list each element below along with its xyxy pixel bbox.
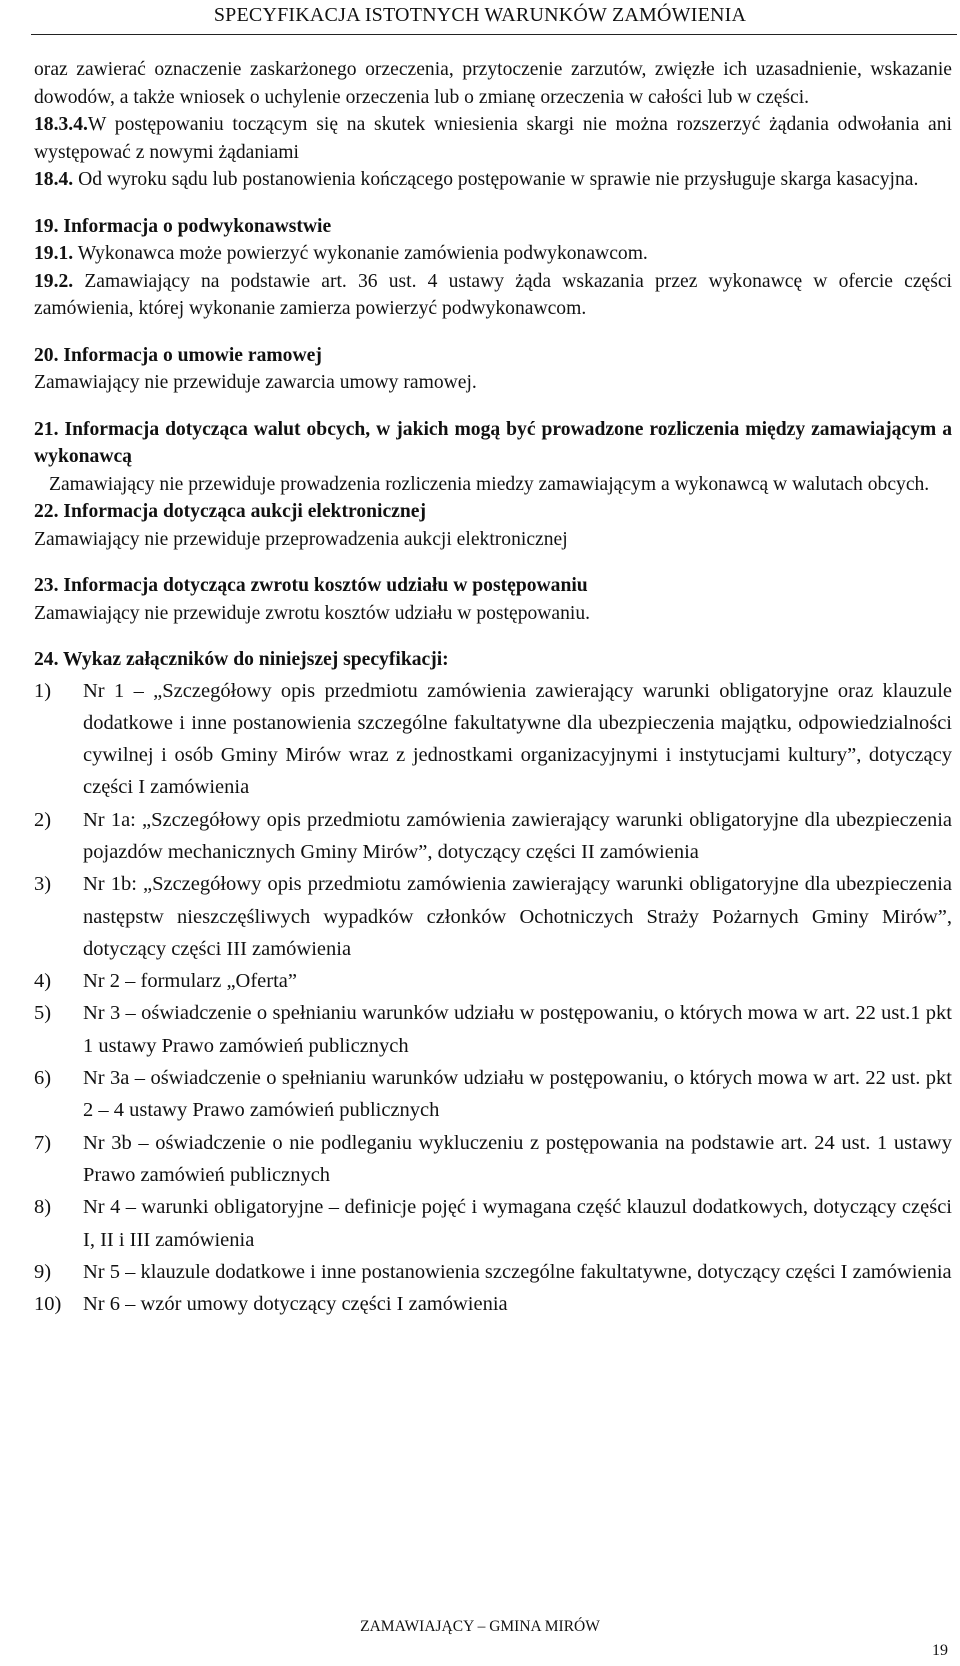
section-text: Zamawiający na podstawie art. 36 ust. 4 ustawy żąda wskazania przez wykonawcę w ofercie części zamówienia, której wykonanie zamierza powierzyć podwykonawcom. — [34, 270, 952, 319]
section-number: 19.2. — [34, 270, 74, 292]
attachment-item — [34, 1127, 952, 1192]
attachment-number: 6) — [34, 1067, 52, 1090]
attachment-item — [34, 1288, 952, 1320]
section-19-1 — [34, 240, 952, 268]
attachment-item — [34, 675, 952, 804]
attachment-text: Nr 6 – wzór umowy dotyczący części I zamówienia — [83, 1293, 508, 1316]
attachment-text: Nr 1a: „Szczegółowy opis przedmiotu zamówienia zawierający warunki obligatoryjne dla ubezpieczenia pojazdów mechanicznych Gminy Mirów”, dotyczący części II zamówienia — [83, 808, 952, 863]
section-text: Od wyroku sądu lub postanowienia kończącego postępowanie w sprawie nie przysługuje skarga kasacyjna. — [78, 169, 919, 190]
attachment-number: 9) — [34, 1260, 52, 1283]
attachment-list — [34, 675, 952, 1321]
attachment-text: Nr 1b: „Szczegółowy opis przedmiotu zamówienia zawierający warunki obligatoryjne dla ubezpieczenia następstw nieszczęśliwych wypadków członków Ochotniczych Straży Pożarnych Gminy Mirów”, dotyczący części III zamówienia — [83, 873, 952, 960]
section-text: W postępowaniu toczącym się na skutek wniesienia skargi nie można rozszerzyć żądania odwołania ani występować z nowymi żądaniami — [34, 114, 952, 163]
attachment-text: Nr 3b – oświadczenie o nie podleganiu wykluczeniu z postępowania na podstawie art. 24 ust. 1 ustawy Prawo zamówień publicznych — [83, 1131, 952, 1186]
section-21-text: Zamawiający nie przewiduje prowadzenia rozliczenia miedzy zamawiającym a wykonawcą w walutach obcych. — [49, 473, 930, 495]
attachment-item — [34, 1191, 952, 1256]
section-22-text: Zamawiający nie przewiduje przeprowadzenia aukcji elektronicznej — [34, 528, 568, 550]
attachment-item — [34, 1256, 952, 1288]
attachment-text: Nr 1 – „Szczegółowy opis przedmiotu zamówienia zawierający warunki obligatoryjne oraz klauzule dodatkowe i inne postanowienia szczególne fakultatywne dla ubezpieczenia majątku, odpowiedzialności cywilnej i osób Gminy Mirów wraz z jednostkami organizacyjnymi i instytucjami kultury”, dotyczący części I zamówienia — [83, 679, 952, 799]
section-22-heading: 22. Informacja dotycząca aukcji elektronicznej — [34, 501, 426, 522]
section-text: Wykonawca może powierzyć wykonanie zamówienia podwykonawcom. — [73, 243, 648, 264]
attachment-number: 2) — [34, 808, 52, 831]
attachment-number: 8) — [34, 1196, 52, 1219]
section-19-heading: 19. Informacja o podwykonawstwie — [34, 215, 332, 237]
attachment-item — [34, 965, 952, 997]
section-24-heading: 24. Wykaz załączników do niniejszej specyfikacji: — [34, 649, 449, 670]
section-number: 19.1. — [34, 243, 74, 264]
attachment-text: Nr 2 – formularz „Oferta” — [83, 970, 297, 993]
header-divider — [31, 34, 957, 35]
section-number: 18.4. — [34, 169, 74, 190]
attachment-number: 7) — [34, 1131, 52, 1154]
section-number: 18.3.4. — [34, 114, 88, 135]
section-18-4 — [34, 166, 952, 194]
section-18-3-4 — [34, 111, 952, 166]
attachment-item — [34, 997, 952, 1062]
section-19-2 — [34, 268, 952, 323]
section-20-text: Zamawiający nie przewiduje zawarcia umowy ramowej. — [34, 372, 477, 393]
page-number: 19 — [932, 1642, 948, 1659]
attachment-item — [34, 868, 952, 965]
attachment-number: 4) — [34, 970, 52, 993]
attachment-number: 3) — [34, 873, 52, 896]
attachment-text: Nr 5 – klauzule dodatkowe i inne postanowienia szczególne fakultatywne, dotyczący części I zamówienia — [83, 1260, 952, 1283]
section-23-heading: 23. Informacja dotycząca zwrotu kosztów udziału w postępowaniu — [34, 575, 588, 596]
page-footer: ZAMAWIAJĄCY – GMINA MIRÓW — [360, 1618, 600, 1635]
attachment-text: Nr 4 – warunki obligatoryjne – definicje pojęć i wymagana część klauzul dodatkowych, dotyczący części I, II i III zamówienia — [83, 1196, 952, 1251]
attachment-text: Nr 3a – oświadczenie o spełnianiu warunków udziału w postępowaniu, o których mowa w art. 22 ust. pkt 2 – 4 ustawy Prawo zamówień publicznych — [83, 1067, 952, 1122]
attachment-item — [34, 804, 952, 869]
attachment-number: 5) — [34, 1002, 52, 1025]
section-21-heading: 21. Informacja dotycząca walut obcych, w jakich mogą być prowadzone rozliczenia między zamawiającym a wykonawcą — [34, 418, 952, 467]
attachment-number: 1) — [34, 679, 52, 702]
section-20-heading: 20. Informacja o umowie ramowej — [34, 344, 322, 366]
section-23-text: Zamawiający nie przewiduje zwrotu kosztów udziału w postępowaniu. — [34, 602, 591, 624]
document-body — [34, 56, 952, 1320]
intro-paragraph: oraz zawierać oznaczenie zaskarżonego orzeczenia, przytoczenie zarzutów, zwięzłe ich uzasadnienie, wskazanie dowodów, a także wniosek o uchylenie orzeczenia lub o zmianę orzeczenia w całości lub w części. — [34, 59, 952, 108]
attachment-number: 10) — [34, 1293, 62, 1316]
attachment-text: Nr 3 – oświadczenie o spełnianiu warunków udziału w postępowaniu, o których mowa w art. 22 ust.1 pkt 1 ustawy Prawo zamówień publicznych — [83, 1002, 952, 1057]
page-header: SPECYFIKACJA ISTOTNYCH WARUNKÓW ZAMÓWIENIA — [213, 4, 747, 26]
attachment-item — [34, 1062, 952, 1127]
